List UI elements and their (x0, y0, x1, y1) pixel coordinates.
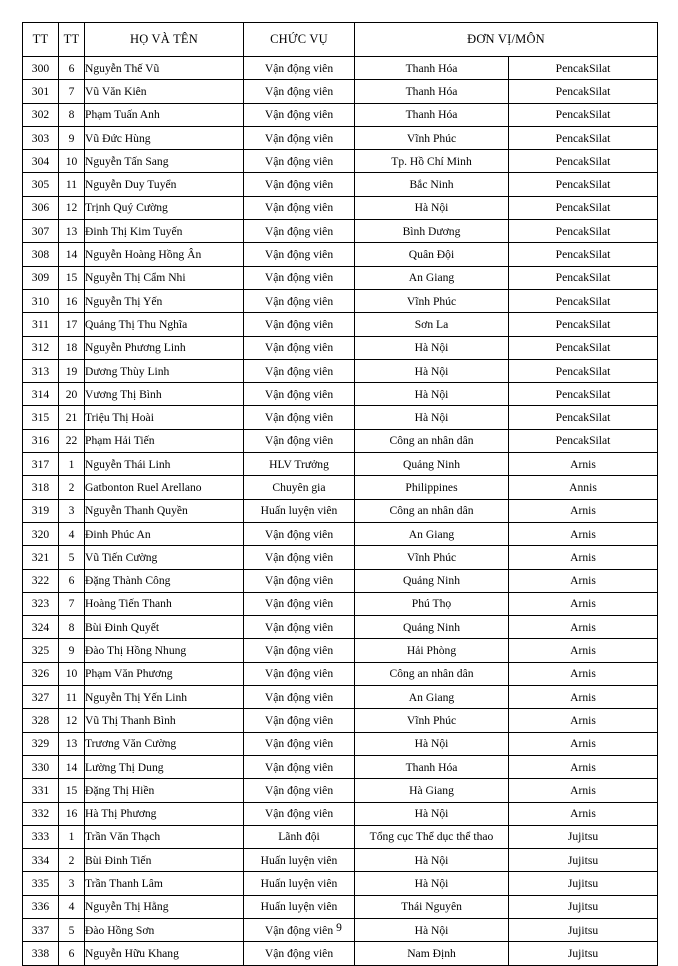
row-sport: Arnis (509, 592, 658, 615)
row-unit: Philippines (355, 476, 509, 499)
row-sport: Arnis (509, 616, 658, 639)
row-role: Vận động viên (244, 592, 355, 615)
header-row (23, 23, 658, 57)
row-role: Vận động viên (244, 779, 355, 802)
row-name: Đào Thị Hồng Nhung (85, 639, 244, 662)
row-role: Vận động viên (244, 80, 355, 103)
row-role: Vận động viên (244, 150, 355, 173)
row-unit: Tổng cục Thể dục thể thao (355, 825, 509, 848)
row-role: Vận động viên (244, 686, 355, 709)
row-role: Vận động viên (244, 173, 355, 196)
row-unit: An Giang (355, 266, 509, 289)
row-name: Gatbonton Ruel Arellano (85, 476, 244, 499)
row-sport: Arnis (509, 522, 658, 545)
table-row (23, 546, 658, 569)
row-unit: Hà Nội (355, 359, 509, 382)
row-sport: Arnis (509, 779, 658, 802)
row-sport: PencakSilat (509, 103, 658, 126)
row-name: Đặng Thị Hiền (85, 779, 244, 802)
row-index-global: 315 (23, 406, 59, 429)
row-index-global: 313 (23, 359, 59, 382)
table-row (23, 849, 658, 872)
row-name: Vương Thị Bình (85, 383, 244, 406)
row-index-global: 306 (23, 196, 59, 219)
table-row (23, 755, 658, 778)
row-index-global: 312 (23, 336, 59, 359)
row-role: Vận động viên (244, 942, 355, 965)
row-sport: PencakSilat (509, 406, 658, 429)
table-row (23, 522, 658, 545)
row-index-global: 311 (23, 313, 59, 336)
row-role: Vận động viên (244, 220, 355, 243)
row-sport: PencakSilat (509, 57, 658, 80)
table-row (23, 266, 658, 289)
row-name: Bùi Đinh Quyết (85, 616, 244, 639)
row-role: Huấn luyện viên (244, 849, 355, 872)
roster-table (22, 22, 658, 966)
row-index-global: 318 (23, 476, 59, 499)
column-header-unit-sport: ĐƠN VỊ/MÔN (355, 23, 658, 57)
row-sport: PencakSilat (509, 429, 658, 452)
row-index-local: 2 (59, 476, 85, 499)
row-unit: Hải Phòng (355, 639, 509, 662)
row-sport: PencakSilat (509, 150, 658, 173)
row-role: Vận động viên (244, 616, 355, 639)
row-index-local: 9 (59, 639, 85, 662)
row-name: Hà Thị Phương (85, 802, 244, 825)
row-index-global: 305 (23, 173, 59, 196)
row-index-global: 321 (23, 546, 59, 569)
row-unit: Bình Dương (355, 220, 509, 243)
row-name: Nguyễn Hữu Khang (85, 942, 244, 965)
row-unit: Công an nhân dân (355, 499, 509, 522)
row-index-local: 8 (59, 103, 85, 126)
row-index-local: 5 (59, 546, 85, 569)
row-name: Nguyễn Phương Linh (85, 336, 244, 359)
table-row (23, 802, 658, 825)
table-row (23, 359, 658, 382)
table-row (23, 686, 658, 709)
row-index-global: 302 (23, 103, 59, 126)
row-sport: Arnis (509, 546, 658, 569)
row-index-local: 8 (59, 616, 85, 639)
roster-table-container (22, 22, 657, 966)
row-index-global: 335 (23, 872, 59, 895)
row-name: Đinh Thị Kim Tuyến (85, 220, 244, 243)
row-index-global: 338 (23, 942, 59, 965)
row-unit: An Giang (355, 686, 509, 709)
table-row (23, 942, 658, 965)
row-sport: PencakSilat (509, 173, 658, 196)
row-name: Nguyễn Thị Yến (85, 289, 244, 312)
row-name: Trương Văn Cường (85, 732, 244, 755)
row-name: Đặng Thành Công (85, 569, 244, 592)
table-row (23, 336, 658, 359)
row-unit: Quảng Ninh (355, 616, 509, 639)
row-role: Vận động viên (244, 289, 355, 312)
row-index-global: 301 (23, 80, 59, 103)
row-role: Huấn luyện viên (244, 872, 355, 895)
row-role: Vận động viên (244, 639, 355, 662)
table-row (23, 616, 658, 639)
row-sport: Jujitsu (509, 872, 658, 895)
row-sport: Arnis (509, 662, 658, 685)
row-index-global: 317 (23, 453, 59, 476)
row-sport: PencakSilat (509, 336, 658, 359)
row-index-local: 13 (59, 220, 85, 243)
table-row (23, 476, 658, 499)
table-row (23, 895, 658, 918)
row-index-local: 14 (59, 243, 85, 266)
row-index-global: 329 (23, 732, 59, 755)
row-index-local: 7 (59, 592, 85, 615)
row-unit: Hà Nội (355, 406, 509, 429)
row-index-local: 21 (59, 406, 85, 429)
table-row (23, 150, 658, 173)
row-unit: Hà Nội (355, 732, 509, 755)
row-unit: Quảng Ninh (355, 453, 509, 476)
row-index-global: 334 (23, 849, 59, 872)
row-unit: Vĩnh Phúc (355, 546, 509, 569)
row-role: Vận động viên (244, 546, 355, 569)
row-sport: Arnis (509, 709, 658, 732)
row-index-local: 2 (59, 849, 85, 872)
row-sport: Jujitsu (509, 825, 658, 848)
row-role: Vận động viên (244, 313, 355, 336)
row-role: Vận động viên (244, 243, 355, 266)
row-index-global: 316 (23, 429, 59, 452)
row-sport: PencakSilat (509, 313, 658, 336)
row-unit: Công an nhân dân (355, 662, 509, 685)
row-sport: Arnis (509, 732, 658, 755)
row-index-global: 300 (23, 57, 59, 80)
row-role: Vận động viên (244, 126, 355, 149)
row-name: Dương Thùy Linh (85, 359, 244, 382)
row-index-global: 303 (23, 126, 59, 149)
row-role: Vận động viên (244, 662, 355, 685)
row-index-local: 17 (59, 313, 85, 336)
row-name: Quảng Thị Thu Nghĩa (85, 313, 244, 336)
row-index-local: 19 (59, 359, 85, 382)
row-index-global: 323 (23, 592, 59, 615)
row-name: Nguyễn Thái Linh (85, 453, 244, 476)
row-role: Vận động viên (244, 103, 355, 126)
column-header-name: HỌ VÀ TÊN (85, 23, 244, 57)
row-sport: Jujitsu (509, 918, 658, 941)
table-row (23, 709, 658, 732)
row-sport: PencakSilat (509, 80, 658, 103)
row-sport: Jujitsu (509, 849, 658, 872)
row-name: Bùi Đinh Tiến (85, 849, 244, 872)
row-index-local: 12 (59, 709, 85, 732)
row-name: Hoàng Tiến Thanh (85, 592, 244, 615)
row-index-local: 10 (59, 150, 85, 173)
row-role: Vận động viên (244, 569, 355, 592)
row-unit: Thái Nguyên (355, 895, 509, 918)
row-role: Vận động viên (244, 429, 355, 452)
row-name: Vũ Đức Hùng (85, 126, 244, 149)
table-row (23, 289, 658, 312)
row-index-global: 331 (23, 779, 59, 802)
row-role: Vận động viên (244, 732, 355, 755)
row-unit: Công an nhân dân (355, 429, 509, 452)
row-name: Triệu Thị Hoài (85, 406, 244, 429)
row-role: Vận động viên (244, 406, 355, 429)
table-row (23, 173, 658, 196)
row-index-local: 18 (59, 336, 85, 359)
row-sport: Arnis (509, 453, 658, 476)
row-unit: Hà Nội (355, 802, 509, 825)
row-unit: Bắc Ninh (355, 173, 509, 196)
row-sport: Arnis (509, 686, 658, 709)
row-sport: Arnis (509, 639, 658, 662)
row-unit: Sơn La (355, 313, 509, 336)
row-index-global: 322 (23, 569, 59, 592)
column-header-tt-global: TT (23, 23, 59, 57)
row-unit: Hà Nội (355, 336, 509, 359)
row-name: Trần Thanh Lâm (85, 872, 244, 895)
row-name: Nguyễn Tấn Sang (85, 150, 244, 173)
row-unit: Thanh Hóa (355, 103, 509, 126)
table-row (23, 243, 658, 266)
row-index-local: 6 (59, 57, 85, 80)
row-sport: PencakSilat (509, 243, 658, 266)
table-row (23, 429, 658, 452)
row-index-local: 9 (59, 126, 85, 149)
table-row (23, 639, 658, 662)
table-row (23, 406, 658, 429)
row-index-global: 309 (23, 266, 59, 289)
row-index-local: 4 (59, 522, 85, 545)
row-index-local: 3 (59, 499, 85, 522)
table-row (23, 825, 658, 848)
row-sport: Jujitsu (509, 942, 658, 965)
table-row (23, 732, 658, 755)
row-sport: Jujitsu (509, 895, 658, 918)
row-index-local: 6 (59, 942, 85, 965)
row-role: Vận động viên (244, 196, 355, 219)
row-index-local: 3 (59, 872, 85, 895)
row-index-local: 11 (59, 686, 85, 709)
row-name: Nguyễn Duy Tuyển (85, 173, 244, 196)
table-row (23, 499, 658, 522)
row-name: Phạm Hải Tiến (85, 429, 244, 452)
row-unit: Nam Định (355, 942, 509, 965)
row-unit: Thanh Hóa (355, 755, 509, 778)
row-role: Vận động viên (244, 266, 355, 289)
row-sport: Arnis (509, 569, 658, 592)
table-row (23, 569, 658, 592)
row-index-local: 13 (59, 732, 85, 755)
table-row (23, 80, 658, 103)
row-index-global: 328 (23, 709, 59, 732)
row-role: Vận động viên (244, 918, 355, 941)
row-index-global: 304 (23, 150, 59, 173)
row-index-global: 325 (23, 639, 59, 662)
table-row (23, 103, 658, 126)
row-index-local: 6 (59, 569, 85, 592)
row-role: Vận động viên (244, 383, 355, 406)
row-role: Vận động viên (244, 709, 355, 732)
row-name: Nguyễn Thị Cẩm Nhi (85, 266, 244, 289)
table-row (23, 592, 658, 615)
row-index-global: 319 (23, 499, 59, 522)
row-name: Nguyễn Thị Yến Linh (85, 686, 244, 709)
row-sport: PencakSilat (509, 126, 658, 149)
table-row (23, 383, 658, 406)
row-role: Vận động viên (244, 755, 355, 778)
row-index-local: 12 (59, 196, 85, 219)
row-name: Trịnh Quý Cường (85, 196, 244, 219)
row-role: Vận động viên (244, 57, 355, 80)
row-name: Nguyễn Thế Vũ (85, 57, 244, 80)
row-name: Trần Văn Thạch (85, 825, 244, 848)
row-name: Vũ Văn Kiên (85, 80, 244, 103)
table-row (23, 872, 658, 895)
row-sport: Arnis (509, 802, 658, 825)
row-index-global: 330 (23, 755, 59, 778)
row-role: Chuyên gia (244, 476, 355, 499)
row-index-local: 10 (59, 662, 85, 685)
row-index-global: 314 (23, 383, 59, 406)
row-index-local: 15 (59, 779, 85, 802)
row-sport: Arnis (509, 755, 658, 778)
row-sport: PencakSilat (509, 196, 658, 219)
row-name: Đào Hồng Sơn (85, 918, 244, 941)
row-unit: An Giang (355, 522, 509, 545)
row-role: Vận động viên (244, 359, 355, 382)
row-index-global: 337 (23, 918, 59, 941)
row-unit: Hà Giang (355, 779, 509, 802)
table-row (23, 126, 658, 149)
row-sport: PencakSilat (509, 289, 658, 312)
table-row (23, 313, 658, 336)
row-unit: Vĩnh Phúc (355, 126, 509, 149)
table-row (23, 779, 658, 802)
row-name: Phạm Tuấn Anh (85, 103, 244, 126)
row-name: Lường Thị Dung (85, 755, 244, 778)
row-index-local: 1 (59, 825, 85, 848)
table-row (23, 453, 658, 476)
row-unit: Vĩnh Phúc (355, 709, 509, 732)
row-index-global: 333 (23, 825, 59, 848)
row-sport: PencakSilat (509, 220, 658, 243)
page-number: 9 (336, 922, 342, 934)
row-index-global: 336 (23, 895, 59, 918)
row-unit: Tp. Hồ Chí Minh (355, 150, 509, 173)
row-unit: Quảng Ninh (355, 569, 509, 592)
row-sport: PencakSilat (509, 383, 658, 406)
row-role: Vận động viên (244, 522, 355, 545)
row-unit: Hà Nội (355, 872, 509, 895)
row-role: Huấn luyện viên (244, 895, 355, 918)
table-row (23, 196, 658, 219)
row-name: Đinh Phúc An (85, 522, 244, 545)
row-role: Lãnh đội (244, 825, 355, 848)
row-index-global: 308 (23, 243, 59, 266)
row-index-global: 327 (23, 686, 59, 709)
row-index-local: 16 (59, 289, 85, 312)
row-index-global: 310 (23, 289, 59, 312)
table-header (23, 23, 658, 57)
row-name: Vũ Thị Thanh Bình (85, 709, 244, 732)
row-index-global: 324 (23, 616, 59, 639)
row-role: Vận động viên (244, 336, 355, 359)
row-unit: Hà Nội (355, 918, 509, 941)
row-index-global: 326 (23, 662, 59, 685)
row-index-local: 7 (59, 80, 85, 103)
row-name: Nguyễn Thanh Quyền (85, 499, 244, 522)
row-index-global: 332 (23, 802, 59, 825)
row-name: Phạm Văn Phương (85, 662, 244, 685)
row-index-local: 11 (59, 173, 85, 196)
row-role: Vận động viên (244, 802, 355, 825)
row-name: Nguyễn Thị Hằng (85, 895, 244, 918)
row-sport: PencakSilat (509, 266, 658, 289)
table-row (23, 220, 658, 243)
row-index-local: 20 (59, 383, 85, 406)
row-unit: Hà Nội (355, 196, 509, 219)
row-index-global: 320 (23, 522, 59, 545)
row-index-local: 1 (59, 453, 85, 476)
row-unit: Thanh Hóa (355, 80, 509, 103)
row-index-local: 14 (59, 755, 85, 778)
table-row (23, 662, 658, 685)
row-sport: PencakSilat (509, 359, 658, 382)
row-unit: Phú Thọ (355, 592, 509, 615)
column-header-tt-local: TT (59, 23, 85, 57)
row-index-local: 4 (59, 895, 85, 918)
row-index-local: 22 (59, 429, 85, 452)
row-unit: Hà Nội (355, 383, 509, 406)
table-row (23, 57, 658, 80)
row-unit: Thanh Hóa (355, 57, 509, 80)
row-unit: Hà Nội (355, 849, 509, 872)
row-sport: Arnis (509, 499, 658, 522)
row-index-global: 307 (23, 220, 59, 243)
row-sport: Annis (509, 476, 658, 499)
row-role: HLV Trưởng (244, 453, 355, 476)
row-unit: Quân Đội (355, 243, 509, 266)
column-header-role: CHỨC VỤ (244, 23, 355, 57)
row-unit: Vĩnh Phúc (355, 289, 509, 312)
table-body (23, 57, 658, 966)
row-index-local: 16 (59, 802, 85, 825)
row-index-local: 5 (59, 918, 85, 941)
row-name: Nguyễn Hoàng Hồng Ân (85, 243, 244, 266)
row-index-local: 15 (59, 266, 85, 289)
row-name: Vũ Tiến Cường (85, 546, 244, 569)
row-role: Huấn luyện viên (244, 499, 355, 522)
